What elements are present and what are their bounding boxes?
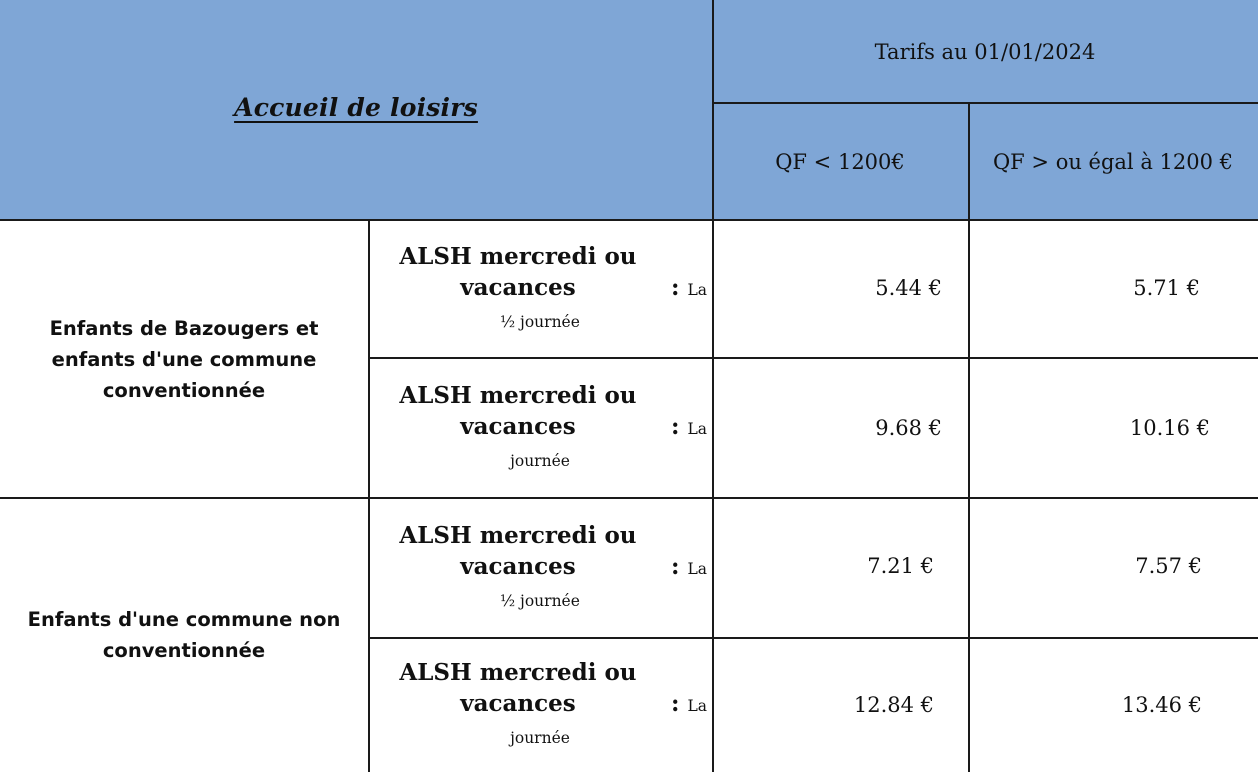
activity-text: ALSH mercredi ou vacances : La journée: [399, 658, 708, 747]
activity-cell: [368, 638, 712, 772]
column-header-qf-high: QF > ou égal à 1200 €: [992, 149, 1234, 174]
grid-line-vertical: [368, 220, 370, 772]
grid-line-horizontal: [0, 497, 1258, 499]
price-qf-low: 12.84 €: [853, 693, 934, 717]
price-qf-high: 13.46 €: [1121, 693, 1202, 717]
column-header-qf-low: QF < 1200€: [775, 149, 905, 174]
grid-line-horizontal: [712, 102, 1258, 104]
price-qf-low: 7.21 €: [867, 554, 934, 578]
activity-cell: [368, 498, 712, 638]
activity-text: ALSH mercredi ou vacances : La ½ journée: [399, 242, 708, 331]
grid-line-horizontal: [368, 637, 1258, 639]
activity-text: ALSH mercredi ou vacances : La ½ journée: [399, 521, 708, 610]
table-title: Accueil de loisirs: [234, 92, 478, 122]
price-qf-high: 7.57 €: [1135, 554, 1202, 578]
activity-cell: [368, 358, 712, 498]
group-label-conventionnee: Enfants de Bazougers et enfants d'une commune conventionnée: [49, 316, 319, 402]
grid-line-horizontal: [0, 219, 1258, 221]
grid-line-horizontal: [368, 357, 1258, 359]
price-qf-low: 9.68 €: [875, 416, 942, 440]
grid-line-vertical: [712, 0, 714, 772]
group-label-non-conventionnee: Enfants d'une commune non conventionnée: [27, 608, 341, 662]
price-qf-low: 5.44 €: [875, 276, 942, 300]
tarifs-date-label: Tarifs au 01/01/2024: [874, 39, 1096, 64]
price-qf-high: 5.71 €: [1133, 276, 1200, 300]
activity-cell: [368, 220, 712, 358]
price-qf-high: 10.16 €: [1129, 416, 1210, 440]
grid-line-vertical: [968, 103, 970, 772]
activity-text: ALSH mercredi ou vacances : La journée: [399, 381, 708, 470]
